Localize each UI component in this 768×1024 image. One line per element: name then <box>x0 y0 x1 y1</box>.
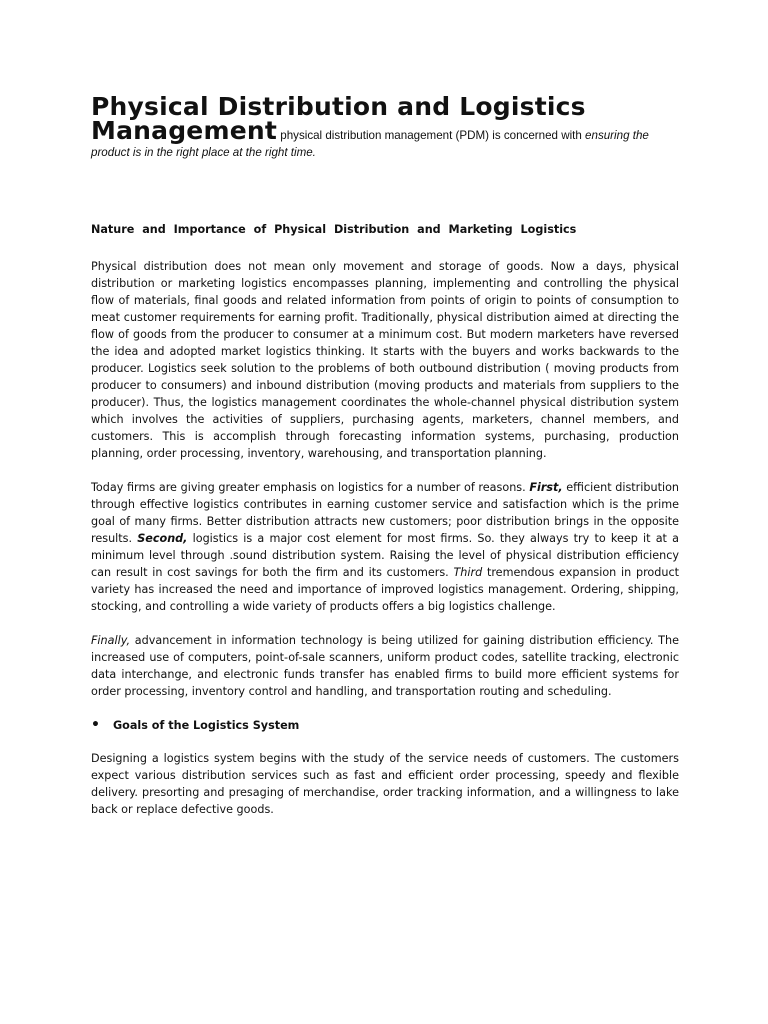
goals-heading: Goals of the Logistics System <box>113 718 300 732</box>
intro-plain: physical distribution management (PDM) is concerned with <box>277 129 586 142</box>
para2-text-b: efficient distribution through effective logistics contributes in earning customer service and satisfaction which is the prime goal of many firms. Better distribution attracts new customers; poor distribution brings in the opposite results. <box>91 481 680 545</box>
para3-text: advancement in information technology is being utilized for gaining distribution efficiency. The increased use of computers, point-of-sale scanners, uniform product codes, satellite tracking, electronic data interchange, and electronic funds transfer has enabled firms to build more efficient systems for order processing, inventory control and handling, and transportation routing and scheduling. <box>91 634 679 698</box>
document-page <box>91 91 679 818</box>
intro-line <box>91 116 679 161</box>
intro-italic: ensuring the product is in the right place at the right time. <box>91 129 649 159</box>
section-heading: Nature and Importance of Physical Distribution and Marketing Logistics <box>91 223 577 236</box>
paragraph-3 <box>91 632 679 700</box>
paragraph-1: Physical distribution does not mean only movement and storage of goods. Now a days, physical distribution or marketing logistics encompasses planning, implementing and controlling the physical flow of materials, final goods and related information from points of origin to points of consumption to meat customer requirements for earning profit. Traditionally, physical distribution aimed at directing the flow of goods from the producer to consumer at a minimum cost. But modern marketers have reversed the idea and adopted market logistics thinking. It starts with the buyers and works backwards to the producer. Logistics seek solution to the problems of both outbound distribution ( moving products from producer to consumers) and inbound distribution (moving products and materials from suppliers to the producer). Thus, the logistics management coordinates the whole-channel physical distribution system which involves the activities of suppliers, purchasing agents, marketers, channel members, and customers. This is accomplish through forecasting information systems, purchasing, production planning, order processing, inventory, warehousing, and transportation planning. <box>91 260 679 460</box>
document-title: Physical Distribution and Logistics <box>91 92 586 121</box>
para2-first: First, <box>529 481 563 494</box>
para2-text-c: logistics is a major cost element for most firms. So. they always try to keep it at a minimum level through .sound distribution system. Raising the level of physical distribution efficiency can result in cost savings for both the firm and its customers. <box>91 532 679 579</box>
paragraph-4: Designing a logistics system begins with the study of the service needs of customers. The customers expect various distribution services such as fast and efficient order processing, speedy and flexible delivery. presorting and presaging of merchandise, order tracking information, and a willingness to lake back or replace defective goods. <box>91 752 679 816</box>
bullet-icon: • <box>91 717 100 733</box>
paragraph-2 <box>91 479 679 615</box>
para2-text-d: tremendous expansion in product variety has increased the need and importance of improved logistics management. Ordering, shipping, stocking, and controlling a wide variety of products offers a big logistics challenge. <box>91 566 679 613</box>
para2-text-a: Today firms are giving greater emphasis on logistics for a number of reasons. <box>91 481 530 494</box>
para2-second: Second, <box>137 532 188 545</box>
para2-third: Third <box>453 566 483 579</box>
para3-finally: Finally, <box>91 634 131 647</box>
goals-heading-row <box>91 717 679 733</box>
document-title-line2: Management <box>91 116 278 145</box>
